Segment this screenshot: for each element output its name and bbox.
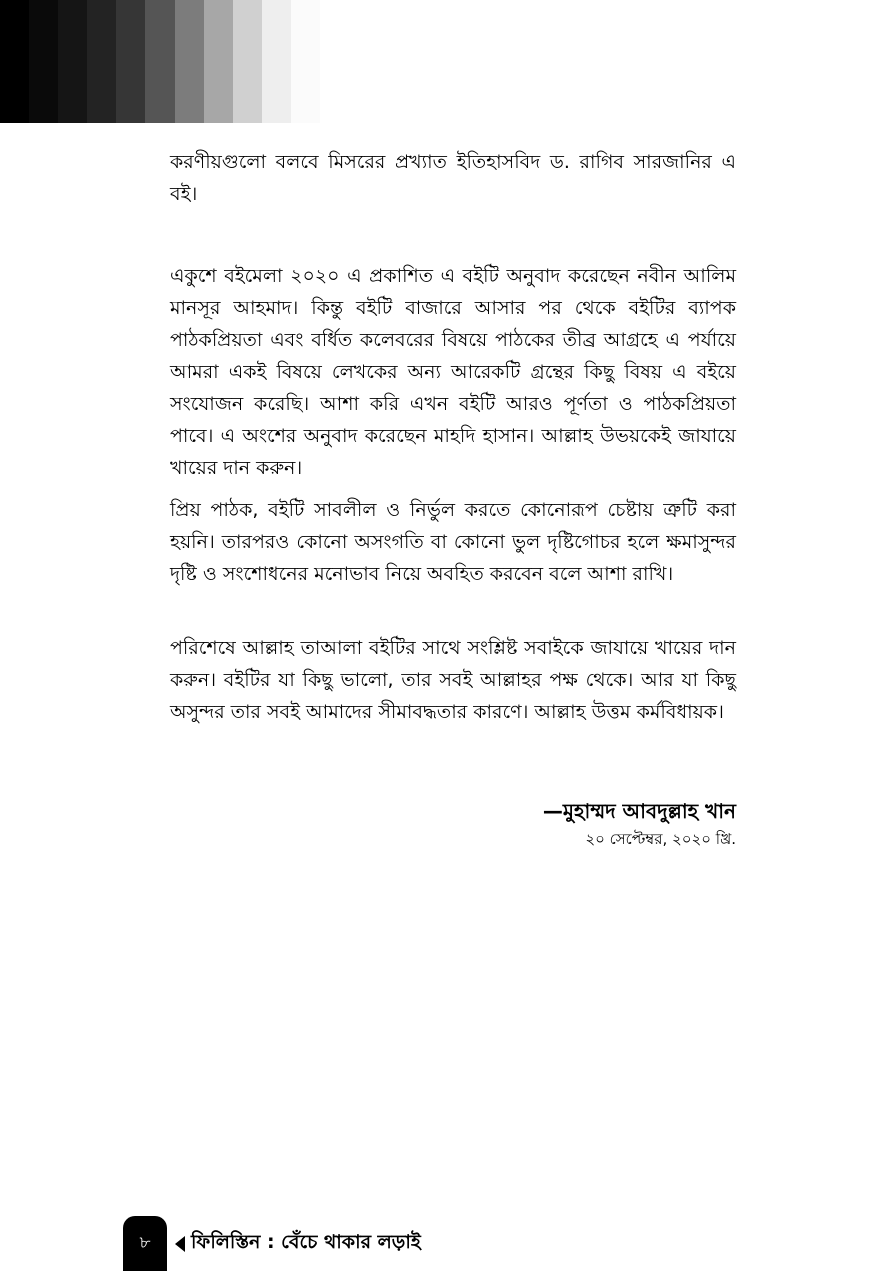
book-title: ফিলিস্তিন : বেঁচে থাকার লড়াই bbox=[191, 1230, 421, 1253]
gray-swatch bbox=[233, 0, 262, 123]
gray-swatch bbox=[58, 0, 87, 123]
gray-swatch bbox=[204, 0, 233, 123]
page-number-tab: ৮ bbox=[123, 1216, 167, 1271]
body-paragraph bbox=[170, 494, 736, 590]
page-footer bbox=[123, 1216, 421, 1271]
gray-swatch bbox=[291, 0, 320, 123]
gray-swatch bbox=[175, 0, 204, 123]
gray-swatch bbox=[29, 0, 58, 123]
grayscale-calibration-strip bbox=[0, 0, 320, 123]
gray-swatch bbox=[262, 0, 291, 123]
author-name: —মুহাম্মদ আবদুল্লাহ খান bbox=[542, 799, 736, 823]
paragraph-text: পরিশেষে আল্লাহ তাআলা বইটির সাথে সংশ্লিষ্ট সবাইকে জাযায়ে খায়ের দান করুন। বইটির যা কিছু ভালো, তার সবই আল্লাহর পক্ষ থেকে। আর যা কিছু অসুন্দর তার সবই আমাদের সীমাবদ্ধতার কারণে। আল্লাহ উত্তম কর্মবিধায়ক। bbox=[170, 637, 736, 723]
gray-swatch bbox=[116, 0, 145, 123]
gray-swatch bbox=[87, 0, 116, 123]
body-paragraph bbox=[170, 260, 736, 484]
left-triangle-icon bbox=[175, 1236, 185, 1252]
paragraph-text: একুশে বইমেলা ২০২০ এ প্রকাশিত এ বইটি অনুবাদ করেছেন নবীন আলিম মানসূর আহমাদ। কিন্তু বইটি বাজারে আসার পর থেকে বইটির ব্যাপক পাঠকপ্রিয়তা এবং বর্ধিত কলেবরের বিষয়ে পাঠকের তীব্র আগ্রহে এ পর্যায়ে আমরা একই বিষয়ে লেখকের অন্য আরেকটি গ্রন্থের কিছু বিষয় এ বইয়ে সংযোজন করেছি। আশা করি এখন বইটি আরও পূর্ণতা ও পাঠকপ্রিয়তা পাবে। এ অংশের অনুবাদ করেছেন মাহদি হাসান। আল্লাহ উভয়কেই জাযায়ে খায়ের দান করুন। bbox=[170, 265, 736, 479]
gray-swatch bbox=[145, 0, 174, 123]
body-paragraph bbox=[170, 632, 736, 728]
body-paragraph bbox=[170, 146, 736, 210]
signature-block bbox=[543, 796, 736, 852]
paragraph-text: করণীয়গুলো বলবে মিসরের প্রখ্যাত ইতিহাসবিদ ড. রাগিব সারজানির এ বই। bbox=[170, 151, 736, 205]
gray-swatch bbox=[0, 0, 29, 123]
signature-date: ২০ সেপ্টেম্বর, ২০২০ খ্রি. bbox=[585, 830, 736, 848]
paragraph-text: প্রিয় পাঠক, বইটি সাবলীল ও নির্ভুল করতে কোনোরূপ চেষ্টায় ত্রুটি করা হয়নি। তারপরও কোনো অসংগতি বা কোনো ভুল দৃষ্টিগোচর হলে ক্ষমাসুন্দর দৃষ্টি ও সংশোধনের মনোভাব নিয়ে অবহিত করবেন বলে আশা রাখি। bbox=[170, 499, 737, 585]
